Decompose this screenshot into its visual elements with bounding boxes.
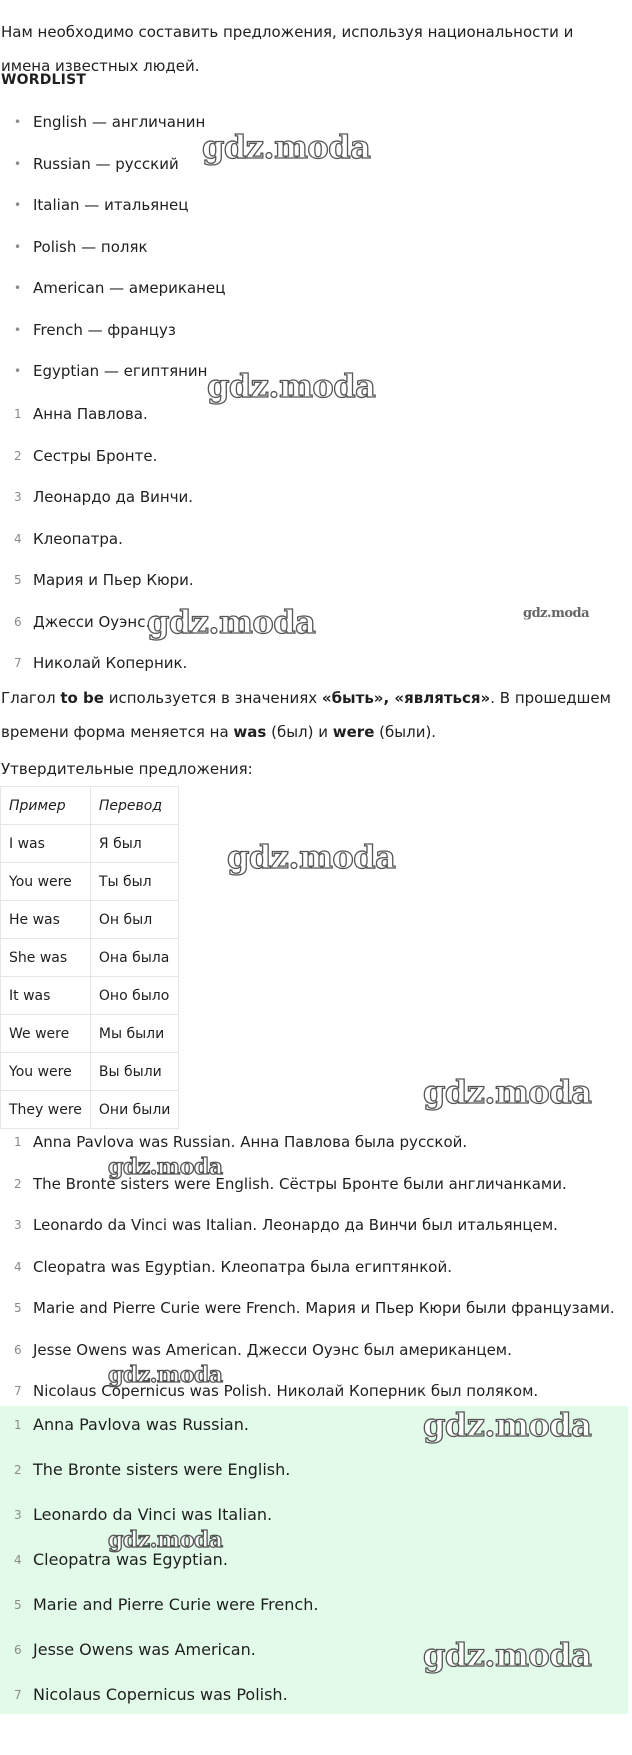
list-item [0,1340,615,1382]
rule-text: (был) и [266,723,333,741]
item-text: Marie and Pierre Curie were French. Мария и Пьер Кюри были французами. [33,1299,615,1317]
item-text: Сестры Бронте. [33,446,158,465]
table-cell: Оно было [90,977,178,1015]
list-item: • American — американец [0,278,225,320]
item-text: Джесси Оуэнс. [33,612,151,631]
watermark: gdz.moda [202,128,371,166]
list-item [0,1415,318,1460]
item-number: 1 [14,407,22,421]
list-item: • English — англичанин [0,112,225,154]
rule-bold: to be [60,689,104,707]
list-item [0,1215,615,1257]
item-number: 5 [14,1301,22,1315]
rule-text: . В прошедшем времени форма меняется на [1,689,611,741]
table-cell: I was [1,825,91,863]
table-cell: Мы были [90,1015,178,1053]
list-item [0,404,194,446]
item-number: 5 [14,573,22,587]
item-number: 1 [14,1135,22,1149]
list-item [0,1174,615,1216]
item-text: Nicolaus Copernicus was Polish. Николай Коперник был поляком. [33,1382,539,1400]
table-row [1,1091,179,1129]
item-number: 7 [14,1384,22,1398]
watermark: gdz.moda [423,1073,592,1111]
item-text: Nicolaus Copernicus was Polish. [33,1685,288,1704]
answer-list [0,1415,318,1730]
table-cell: Он был [90,901,178,939]
item-text: Jesse Owens was American. Джесси Оуэнс был американцем. [33,1340,512,1359]
table-cell: She was [1,939,91,977]
grammar-rule [1,681,626,749]
rule-bold: «быть», «являться» [321,689,491,707]
rule-text: используется в значениях [103,689,322,707]
translation-list [0,1132,615,1423]
table-row [1,1015,179,1053]
list-item: • Italian — итальянец [0,195,225,237]
item-number: 4 [14,1259,22,1274]
list-item [0,1132,615,1174]
table-cell: He was [1,901,91,939]
grammar-table [0,786,179,1129]
table-row [1,939,179,977]
item-text: Мария и Пьер Кюри. [33,571,194,589]
table-row [1,1053,179,1091]
list-item [0,529,194,571]
item-number: 6 [14,1342,22,1357]
rule-text: Глагол [1,689,61,707]
item-text: Anna Pavlova was Russian. [33,1415,249,1434]
item-text: Николай Коперник. [33,654,188,672]
item-text: Cleopatra was Egyptian. Клеопатра была египтянкой. [33,1257,452,1276]
table-cell: It was [1,977,91,1015]
rule-bold: were [332,723,375,741]
item-number: 2 [14,448,22,463]
wordlist-heading: WORDLIST [1,72,87,88]
watermark: gdz.moda [147,603,316,641]
item-text: Леонардо да Винчи. [33,488,194,506]
table-header-row [1,787,179,825]
list-item [0,1298,615,1340]
table-cell: You were [1,863,91,901]
list-item [0,1640,318,1685]
list-item [0,1257,615,1299]
item-number: 5 [14,1598,22,1612]
item-number: 2 [14,1176,22,1191]
item-text: Leonardo da Vinci was Italian. Леонардо да Винчи был итальянцем. [33,1216,558,1234]
list-item [0,1460,318,1505]
list-item: • Polish — поляк [0,237,225,279]
item-number: 7 [14,1688,22,1702]
item-number: 6 [14,614,22,629]
watermark: gdz.moda [423,1406,592,1444]
table-cell: Они были [90,1091,178,1129]
watermark: gdz.moda [108,1154,223,1180]
table-cell: Вы были [90,1053,178,1091]
people-list [0,404,194,695]
task-intro: Нам необходимо составить предложения, используя национальности и имена известных людей. [1,23,574,75]
item-number: 7 [14,656,22,670]
list-item: • Russian — русский [0,154,225,196]
item-text: The Bronte sisters were English. [33,1460,291,1479]
table-row [1,901,179,939]
item-number: 3 [14,490,22,504]
rule-text: (были). [374,723,437,741]
rule-bold: was [233,723,267,741]
item-number: 4 [14,1553,22,1567]
table-cell: Она была [90,939,178,977]
item-number: 3 [14,1218,22,1232]
list-item [0,1595,318,1640]
item-text: The Bronte sisters were English. Сёстры Бронте были англичанками. [33,1174,567,1193]
table-cell: You were [1,1053,91,1091]
item-text: Анна Павлова. [33,405,148,423]
item-number: 4 [14,531,22,546]
column-header: Перевод [90,787,178,825]
item-number: 3 [14,1508,22,1522]
list-item: • French — француз [0,320,225,362]
table-cell: They were [1,1091,91,1129]
table-row [1,977,179,1015]
watermark: gdz.moda [523,606,590,621]
affirmative-heading: Утвердительные предложения: [1,760,253,778]
list-item: • Egyptian — египтянин [0,361,225,403]
item-text: Jesse Owens was American. [33,1640,256,1659]
table-cell: Ты был [90,863,178,901]
watermark: gdz.moda [108,1527,223,1553]
list-item [0,446,194,488]
table-row [1,863,179,901]
item-text: Leonardo da Vinci was Italian. [33,1505,273,1524]
item-number: 6 [14,1643,22,1657]
item-text: Cleopatra was Egyptian. [33,1550,228,1569]
item-number: 1 [14,1418,22,1432]
wordlist [0,112,225,403]
item-text: Marie and Pierre Curie were French. [33,1595,319,1614]
list-item [0,487,194,529]
watermark: gdz.moda [207,367,376,405]
watermark: gdz.moda [227,838,396,876]
table-cell: Я был [90,825,178,863]
list-item [0,1685,318,1730]
table-cell: We were [1,1015,91,1053]
list-item [0,1550,318,1595]
table-row [1,825,179,863]
item-text: Anna Pavlova was Russian. Анна Павлова была русской. [33,1133,468,1151]
item-text: Клеопатра. [33,529,123,548]
item-number: 2 [14,1463,22,1477]
watermark: gdz.moda [423,1636,592,1674]
column-header: Пример [1,787,91,825]
watermark: gdz.moda [108,1362,223,1388]
